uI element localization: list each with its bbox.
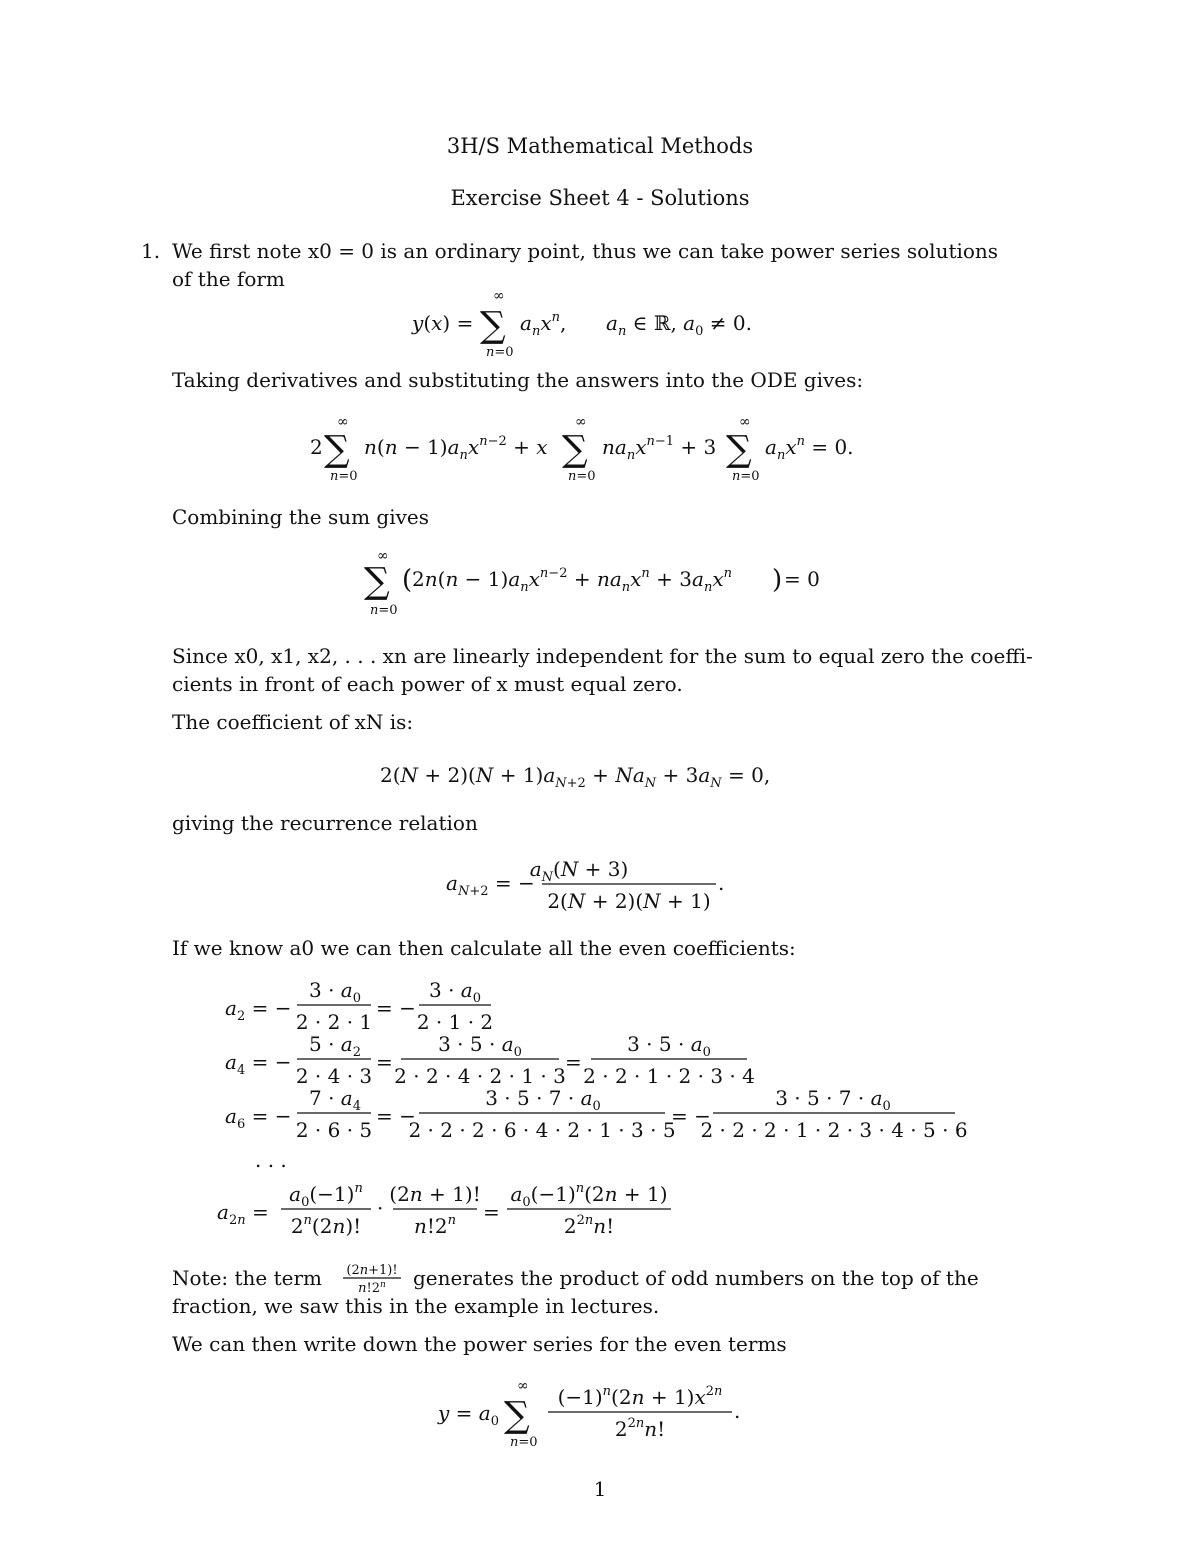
svg-text:∑: ∑ (324, 429, 350, 470)
svg-text:∞: ∞ (493, 288, 505, 304)
svg-text:a6 = −: $a_6$ = − (225, 1104, 292, 1132)
svg-text:2 · 2 · 1 · 2 · 3 · 4: 2 · 2 · 1 · 2 · 3 · 4 (583, 1064, 755, 1088)
svg-text:∞: ∞ (377, 548, 389, 564)
text-combining: Combining the sum gives (172, 505, 430, 529)
svg-text:=: = (483, 1200, 500, 1224)
svg-text:(: ( (402, 565, 413, 595)
svg-text:2: 2 (310, 435, 323, 459)
svg-text:n=0: n=0 (510, 1435, 538, 1450)
text-recurrence: giving the recurrence relation (172, 811, 478, 835)
svg-text:y = a0: $y = a_0$ (438, 1401, 500, 1429)
svg-text:2 · 2 · 4 · 2 · 1 · 3: 2 · 2 · 4 · 2 · 1 · 3 (394, 1064, 566, 1088)
svg-text:a4 = −: $a_4$ = − (225, 1050, 292, 1078)
text-power-series: We can then write down the power series for the even terms (172, 1332, 787, 1356)
svg-text:·: · (377, 1196, 384, 1220)
svg-text:nanxn−1 + 3: $na_nx^{n-1} + 3$ (602, 434, 717, 463)
svg-text:2 · 2 · 1: 2 · 2 · 1 (295, 1010, 373, 1034)
svg-text:= 0: = 0 (784, 567, 820, 591)
svg-text:y(x) =: y(x) = (412, 311, 474, 335)
svg-text:2n(2n)!: 2$^n$(2n)! (290, 1213, 362, 1238)
note-text-1: generates the product of odd numbers on the top of the (413, 1266, 979, 1290)
svg-text:aN(N + 3): $a_N(N + 3)$ (529, 857, 629, 885)
svg-text:.: . (718, 871, 725, 895)
svg-text:∑: ∑ (364, 561, 390, 602)
equation-combined (360, 548, 830, 628)
svg-text:= −: = − (376, 1104, 416, 1128)
svg-text:3 · a0: $3 \cdot a_0$ (428, 978, 482, 1006)
svg-text:= −: = − (376, 996, 416, 1020)
svg-text:n=0: n=0 (568, 469, 596, 484)
svg-text:3 · 5 · 7 · a0: $3 \cdot 5 \cdot 7 \cdot a_0$ (485, 1086, 601, 1114)
text-independent-2: cients in front of each power of x must equal zero. (172, 672, 683, 696)
svg-text:aN+2 = −: $a_{N+2}$ = − (446, 871, 535, 899)
svg-text:∑: ∑ (562, 429, 588, 470)
svg-text:a0(−1)n: $a_0(-1)^n$ (289, 1181, 363, 1210)
svg-text:anxn,: $a_nx^n$, (520, 310, 567, 339)
svg-text:=: = (376, 1050, 393, 1074)
svg-text:∞: ∞ (575, 414, 587, 430)
svg-text:22nn!: $2^{2n}n$! (614, 1416, 666, 1441)
svg-text:2(N + 2)(N + 1)aN+2 + NaN + 3a: $2(N + 2)(N + 1)a_{N+2} + Na_N + 3a_N = 0$, (380, 763, 771, 791)
problem-number: 1. (141, 239, 161, 263)
svg-text:. . .: . . . (255, 1148, 287, 1172)
svg-text:2 · 2 · 2 · 6 · 4 · 2 · 1 · 3: 2 · 2 · 2 · 6 · 4 · 2 · 1 · 3 · 5 (408, 1118, 676, 1142)
svg-text:3 · 5 · a0: $3 \cdot 5 \cdot a_0$ (438, 1032, 522, 1060)
svg-text:2 · 1 · 2: 2 · 1 · 2 (416, 1010, 494, 1034)
intro-line-1: We first note x0 = 0 is an ordinary point, thus we can take power series solutions (172, 239, 999, 263)
text-even-coefficients: If we know a0 we can then calculate all the even coefficients: (172, 936, 796, 960)
svg-text:2n(n − 1)anxn−2 + nanxn + 3anx: $2n(n - 1)a_nx^{n-2} + na_nx^n + 3a_nx^n$ (412, 566, 732, 595)
svg-text:a0(−1)n(2n + 1): $a_0(-1)^n(2n + 1)$ (510, 1181, 668, 1210)
equation-recurrence (444, 852, 744, 922)
document-title: 3H/S Mathematical Methods (446, 134, 754, 158)
svg-text:7 · a4: $7 \cdot a_4$ (308, 1086, 362, 1114)
svg-text:n=0: n=0 (732, 469, 760, 484)
svg-text:n!2n: n!2$^n$ (358, 1280, 386, 1296)
svg-text:anxn = 0.: $a_nx^n = 0$. (765, 434, 854, 463)
svg-text:n(n − 1)anxn−2 + x: $n(n - 1)a_nx^{n-2} + x$ (364, 434, 548, 463)
svg-text:): ) (772, 565, 783, 595)
svg-text:∞: ∞ (517, 1378, 529, 1394)
note-label: Note: the term (172, 1266, 323, 1290)
svg-text:22nn!: $2^{2n}n$! (563, 1213, 615, 1238)
svg-text:(2n+1)!: (2n+1)! (346, 1263, 398, 1278)
equation-power-series (380, 282, 800, 362)
page-number: 1 (593, 1477, 607, 1501)
intro-line-2: of the form (172, 267, 285, 291)
svg-text:n=0: n=0 (370, 603, 398, 618)
svg-text:2 · 2 · 2 · 1 · 2 · 3 · 4 · 5: 2 · 2 · 2 · 1 · 2 · 3 · 4 · 5 · 6 (700, 1118, 968, 1142)
text-derivatives: Taking derivatives and substituting the answers into the ODE gives: (172, 368, 864, 392)
svg-text:∑: ∑ (504, 1395, 530, 1436)
svg-text:an ∈ ℝ, a0 ≠ 0.: $a_n$ ∈ ℝ, $a_0 \ne 0$. (606, 311, 752, 339)
svg-text:= −: = − (671, 1104, 711, 1128)
equation-final (436, 1372, 766, 1452)
svg-text:a2n =: $a_{2n}$ = (217, 1200, 269, 1228)
svg-text:3 · 5 · 7 · a0: $3 \cdot 5 \cdot 7 \cdot a_0$ (775, 1086, 891, 1114)
svg-text:n=0: n=0 (486, 345, 514, 360)
svg-text:2(N + 2)(N + 1): 2(N + 2)(N + 1) (547, 889, 711, 913)
text-coefficient: The coefficient of xN is: (172, 710, 414, 734)
equation-ode (300, 412, 880, 492)
equation-even-coefficients (215, 975, 975, 1240)
svg-text:3 · a0: $3 \cdot a_0$ (308, 978, 362, 1006)
svg-text:∑: ∑ (726, 429, 752, 470)
document-subtitle: Exercise Sheet 4 - Solutions (450, 186, 750, 210)
svg-text:∞: ∞ (739, 414, 751, 430)
svg-text:2 · 6 · 5: 2 · 6 · 5 (295, 1118, 373, 1142)
svg-text:n=0: n=0 (330, 469, 358, 484)
svg-text:2 · 4 · 3: 2 · 4 · 3 (295, 1064, 373, 1088)
svg-text:n!2n: n!2$^n$ (413, 1213, 457, 1238)
svg-text:5 · a2: $5 \cdot a_2$ (308, 1032, 362, 1060)
svg-text:∑: ∑ (480, 305, 506, 346)
svg-text:=: = (565, 1050, 582, 1074)
svg-text:∞: ∞ (337, 414, 349, 430)
text-independent-1: Since x0, x1, x2, . . . xn are linearly independent for the sum to equal zero the coeffi- (172, 644, 1033, 668)
svg-text:(2n + 1)!: (2n + 1)! (389, 1182, 481, 1206)
note-text-2: fraction, we saw this in the example in lectures. (172, 1294, 660, 1318)
svg-text:a2 = −: $a_2$ = − (225, 996, 292, 1024)
svg-text:(−1)n(2n + 1)x2n: $(-1)^n(2n + 1)x^{2n}$ (557, 1384, 723, 1409)
svg-text:.: . (734, 1399, 741, 1423)
svg-text:3 · 5 · a0: $3 \cdot 5 \cdot a_0$ (627, 1032, 711, 1060)
equation-coefficient (378, 758, 818, 794)
